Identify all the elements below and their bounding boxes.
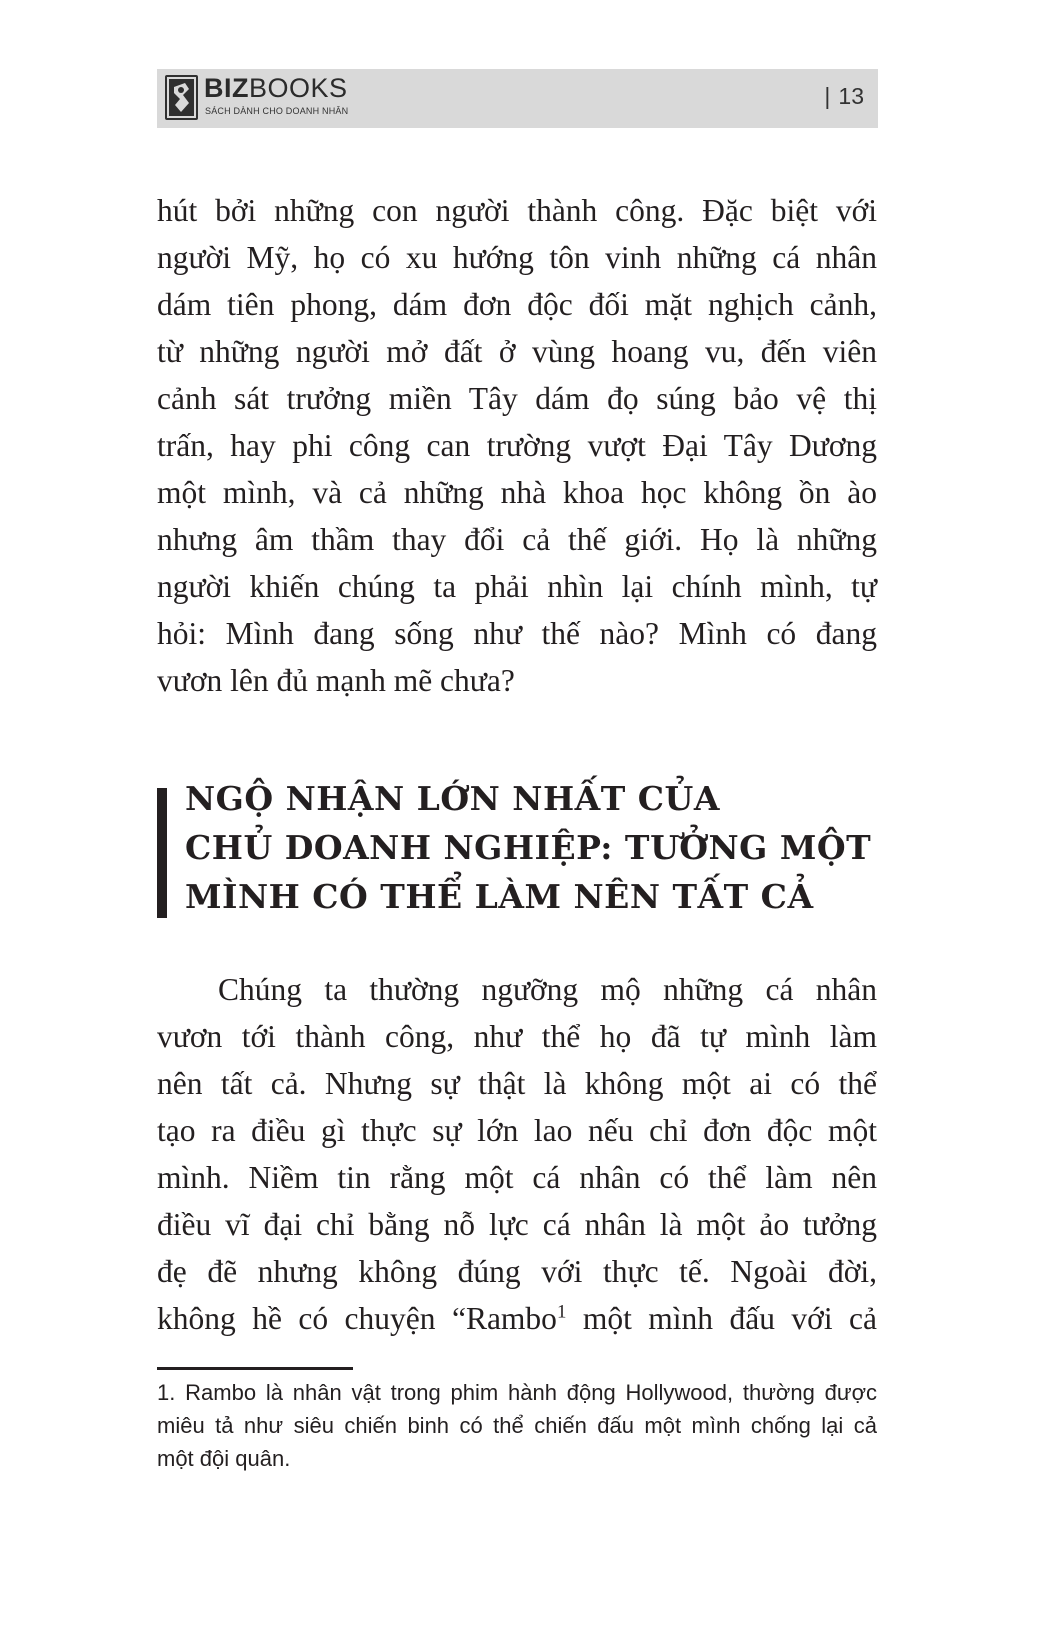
brand-name-bold: BIZ: [204, 73, 249, 103]
heading-rule: [157, 788, 167, 918]
text-line: người Mỹ, họ có xu hướng tôn vinh những cá nhân: [157, 240, 877, 275]
text-line: vươn tới thành công, như thể họ đã tự mình làm: [157, 1019, 877, 1054]
page-number-value: 13: [838, 83, 864, 109]
text-line: trấn, hay phi công can trường vượt Đại Tây Dương: [157, 428, 877, 463]
text-line: nhưng âm thầm thay đổi cả thế giới. Họ là những: [157, 522, 877, 557]
text-line: Chúng ta thường ngưỡng mộ những cá nhân: [218, 972, 877, 1007]
text-line: nên tất cả. Nhưng sự thật là không một ai có thể: [157, 1066, 877, 1101]
page-number: [824, 83, 864, 110]
page-separator: |: [824, 83, 831, 109]
text-line: người khiến chúng ta phải nhìn lại chính mình, tự: [157, 569, 877, 604]
paragraph-2: [157, 966, 877, 1342]
brand-name: [204, 73, 348, 103]
footnote-line: 1. Rambo là nhân vật trong phim hành động Hollywood, thường được: [157, 1380, 877, 1405]
text-line: mình. Niềm tin rằng một cá nhân có thể làm nên: [157, 1160, 877, 1195]
text-line: hỏi: Mình đang sống như thế nào? Mình có đang: [157, 616, 877, 651]
footnote-line: một đội quân.: [157, 1446, 291, 1471]
page-header: [157, 69, 878, 128]
heading-line: CHỦ DOANH NGHIỆP: TƯỞNG MỘT: [185, 828, 872, 867]
text-line: hút bởi những con người thành công. Đặc biệt với: [157, 193, 877, 228]
text-fragment: một mình đấu với cả: [566, 1301, 877, 1336]
text-line: tạo ra điều gì thực sự lớn lao nếu chỉ đơn độc một: [157, 1113, 877, 1148]
footnote-divider: [157, 1367, 353, 1370]
footnote-line: miêu tả như siêu chiến binh có thể chiến đấu một mình chống lại cả: [157, 1413, 877, 1438]
brand-tagline: SÁCH DÀNH CHO DOANH NHÂN: [205, 106, 349, 116]
bizbooks-logo-icon: [165, 75, 198, 120]
section-heading: [185, 774, 871, 921]
text-line: vươn lên đủ mạnh mẽ chưa?: [157, 663, 515, 698]
brand-name-light: BOOKS: [249, 73, 348, 103]
text-line: điều vĩ đại chỉ bằng nỗ lực cá nhân là một ảo tưởng: [157, 1207, 877, 1242]
footnote: [157, 1376, 877, 1475]
text-line: một mình, và cả những nhà khoa học không ồn ào: [157, 475, 877, 510]
heading-line: NGỘ NHẬN LỚN NHẤT CỦA: [185, 779, 720, 818]
text-line: từ những người mở đất ở vùng hoang vu, đến viên: [157, 334, 877, 369]
text-line: đẹ đẽ nhưng không đúng với thực tế. Ngoài đời,: [157, 1254, 877, 1289]
heading-line: MÌNH CÓ THỂ LÀM NÊN TẤT CẢ: [185, 877, 814, 916]
text-line-with-footnote: [157, 1295, 877, 1342]
section-heading-block: [157, 779, 877, 918]
text-line: dám tiên phong, dám đơn độc đối mặt nghịch cảnh,: [157, 287, 877, 322]
text-fragment: không hề có chuyện “Rambo: [157, 1301, 557, 1336]
text-line: cảnh sát trưởng miền Tây dám đọ súng bảo vệ thị: [157, 381, 877, 416]
paragraph-1: [157, 187, 877, 704]
footnote-reference[interactable]: 1: [556, 1301, 567, 1323]
